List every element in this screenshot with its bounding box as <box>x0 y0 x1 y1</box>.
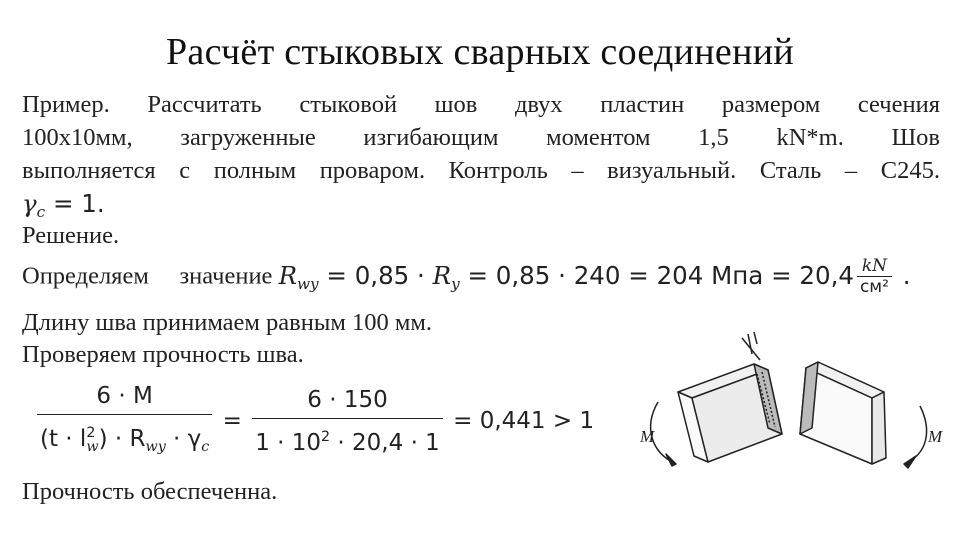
rhs-den-sup: 2 <box>321 429 331 445</box>
slide-title: Расчёт стыковых сварных соединений <box>165 31 794 73</box>
lhs-fraction <box>37 378 212 465</box>
lhs-numerator: 6 · M <box>37 378 212 415</box>
lhs-den-sup: 2 <box>86 425 96 441</box>
determine-word: Определяем <box>22 262 149 290</box>
right-moment-arrow <box>904 406 927 464</box>
gamma-line <box>22 187 940 220</box>
problem-line-3: выполняется с полным проваром. Контроль – визуальный. Сталь – С245. <box>22 157 940 184</box>
rhs-denominator <box>252 419 443 461</box>
formula-result: = 0,441 > 1 <box>453 408 595 434</box>
formula-equals: = <box>222 408 242 434</box>
right-plate-side <box>872 392 886 464</box>
weld-length-line: Длину шва принимаем равным 100 мм. <box>22 309 432 336</box>
strength-formula <box>34 378 594 465</box>
expr-part-1: = 0,85 · <box>318 260 433 290</box>
r-symbol-2: R <box>432 260 452 290</box>
determine-expression <box>278 256 911 297</box>
rhs-fraction <box>252 382 443 461</box>
rhs-den-part-a: 1 · 10 <box>255 430 322 456</box>
rhs-den-part-b: · 20,4 · 1 <box>330 430 440 456</box>
unit-denominator: см² <box>859 277 889 297</box>
gamma-symbol: γ <box>22 189 37 218</box>
determine-line <box>22 256 911 297</box>
problem-statement <box>22 88 940 220</box>
r-symbol: R <box>278 260 298 290</box>
left-moment-arrow <box>651 402 676 464</box>
r-subscript-wy: wy <box>297 274 319 293</box>
weld-bending-figure <box>636 330 956 480</box>
gamma-value: = 1. <box>45 189 105 218</box>
lhs-den-part-b: ) · R <box>98 426 146 452</box>
unit-fraction <box>857 256 892 297</box>
lhs-den-sub-w: w <box>86 439 99 455</box>
problem-line-2: 100х10мм, загруженные изгибающим моментом 1,5 kN*m. Шов <box>22 124 940 151</box>
conclusion-line: Прочность обеспеченна. <box>22 478 278 505</box>
lhs-den-part-a: (t · l <box>40 426 87 452</box>
solution-label: Решение. <box>22 222 120 249</box>
check-strength-line: Проверяем прочность шва. <box>22 341 304 368</box>
lhs-den-sub-wy: wy <box>145 439 166 455</box>
problem-line-1: Пример. Рассчитать стыковой шов двух пластин размером сечения <box>22 91 940 118</box>
lhs-den-part-c: · γ <box>165 426 202 452</box>
value-word: значение <box>179 262 273 290</box>
expr-part-2: = 0,85 · 240 = 204 Мпа = 20,4 <box>459 260 854 290</box>
gamma-subscript: c <box>36 203 46 221</box>
r-subscript-y: y <box>451 274 460 293</box>
right-moment-label: M <box>928 427 943 446</box>
unit-numerator: kN <box>857 256 892 277</box>
rhs-numerator: 6 · 150 <box>252 382 443 419</box>
lhs-den-sub-c: c <box>201 439 210 455</box>
left-moment-label: M <box>640 427 655 446</box>
expr-tail: . <box>902 260 911 290</box>
lhs-denominator <box>37 415 212 465</box>
